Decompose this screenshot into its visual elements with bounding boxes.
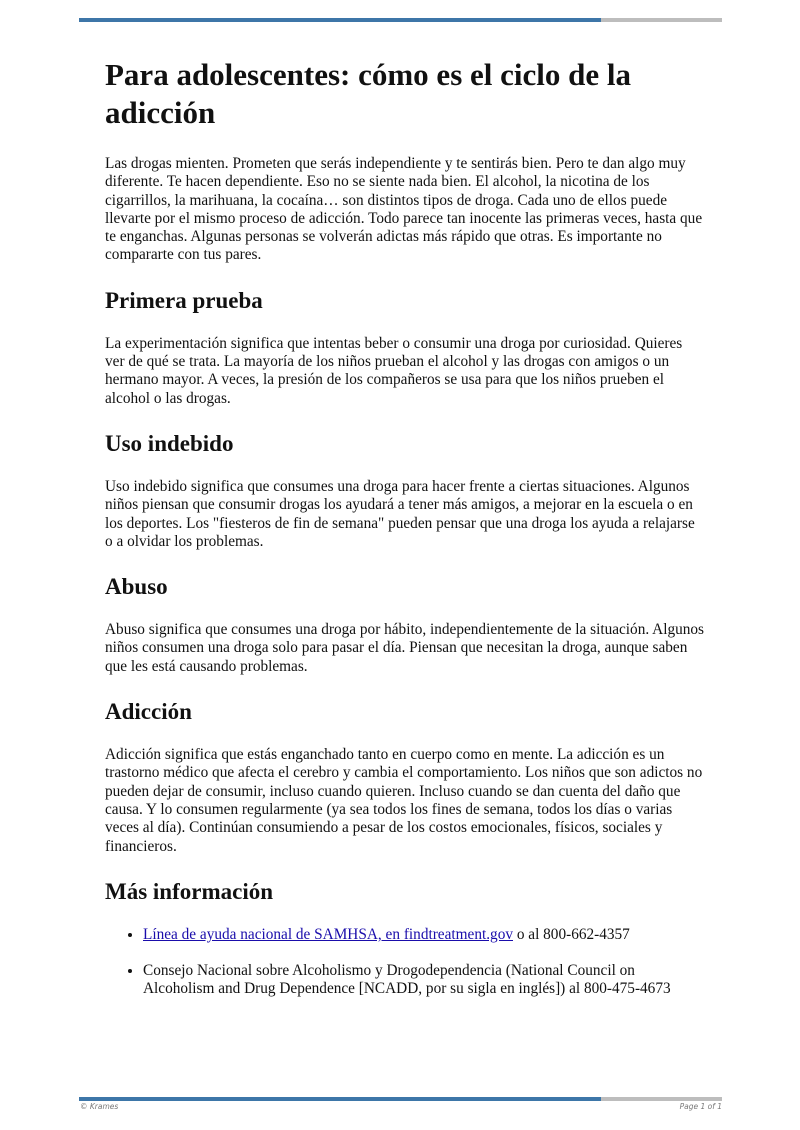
list-item-text: o al 800-662-4357 (513, 925, 630, 943)
section-heading: Más información (105, 878, 274, 904)
footer-rule (79, 1097, 722, 1101)
section-heading: Primera prueba (105, 287, 263, 313)
list-item-text: Consejo Nacional sobre Alcoholismo y Drogodependencia (National Council on Alcoholism and Drug Dependence [NCADD, por su sigla en inglés]) al 800-475-4673 (143, 962, 671, 998)
footer-rule-accent (79, 1097, 601, 1101)
section-body: Uso indebido significa que consumes una droga para hacer frente a ciertas situaciones. Algunos niños piensan que consumir drogas los ayudará a tener más amigos, a mejorar en la escuela o en los deportes. Los "fiesteros de fin de semana" pueden pensar que una droga los ayuda a relajarse o a olvidar los problemas. (105, 477, 695, 550)
section-heading: Adicción (105, 699, 192, 725)
document-body (105, 52, 705, 1017)
section-primera-prueba (105, 287, 705, 408)
section-adiccion (105, 698, 705, 856)
section-mas-informacion (105, 878, 705, 999)
list-item (143, 962, 705, 999)
page-title: Para adolescentes: cómo es el ciclo de la adicción (105, 57, 631, 130)
header-rule-accent (79, 18, 601, 22)
resource-list (105, 926, 705, 999)
footer-rule-grey (601, 1097, 722, 1101)
section-abuso (105, 573, 705, 676)
section-body: La experimentación significa que intentas beber o consumir una droga por curiosidad. Quieres ver de qué se trata. La mayoría de los niños prueban el alcohol y las drogas con amigos o un hermano mayor. A veces, la presión de los compañeros se usa para que los niños prueben el alcohol o las drogas. (105, 334, 683, 407)
list-item (143, 926, 705, 944)
header-rule-grey (601, 18, 722, 22)
samhsa-link[interactable]: Línea de ayuda nacional de SAMHSA, en findtreatment.gov (143, 925, 513, 943)
section-body: Adicción significa que estás enganchado tanto en cuerpo como en mente. La adicción es un trastorno médico que afecta el cerebro y cambia el comportamiento. Los niños que son adictos no pueden dejar de consumir, incluso cuando quieren. Incluso cuando se dan cuenta del daño que causa. Y lo consumen regularmente (ya sea todos los fines de semana, todos los días o varias veces al día). Continúan consumiendo a pesar de los costos emocionales, físicos, sociales y financieros. (105, 746, 703, 855)
header-rule (79, 18, 722, 22)
section-uso-indebido (105, 430, 705, 551)
section-heading: Abuso (105, 574, 168, 600)
copyright: © Krames (80, 1102, 119, 1111)
page-number: Page 1 of 1 (679, 1102, 722, 1111)
section-heading: Uso indebido (105, 430, 234, 456)
section-body: Abuso significa que consumes una droga por hábito, independientemente de la situación. Algunos niños consumen una droga solo para pasar el día. Piensan que necesitan la droga, aunque saben que les está causando problemas. (105, 621, 704, 675)
page-footer (80, 1102, 722, 1111)
intro-paragraph: Las drogas mienten. Prometen que serás independiente y te sentirás bien. Pero te dan algo muy diferente. Te hacen dependiente. Eso no se siente nada bien. El alcohol, la nicotina de los cigarrillos, la marihuana, la cocaína… son distintos tipos de droga. Cada uno de ellos puede llevarte por el mismo proceso de adicción. Todo parece tan inocente las primeras veces, hasta que te enganchas. Algunas personas se volverán adictas más rápido que otras. Es importante no compararte con tus pares. (105, 155, 703, 264)
